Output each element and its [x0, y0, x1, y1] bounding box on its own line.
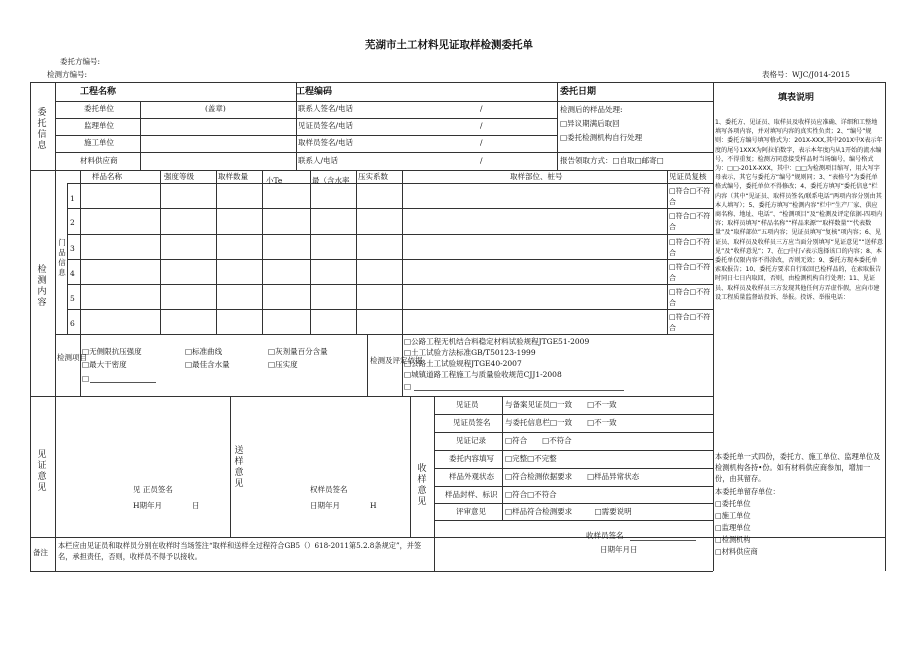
- witness-sign-label: 见证员签名/电话: [298, 121, 354, 130]
- supplier-label: 材料供应商: [80, 156, 118, 165]
- remark-label: 备注: [33, 548, 48, 557]
- client-unit-label: 委托单位: [84, 104, 114, 113]
- row-no: 3: [70, 244, 75, 253]
- review-check[interactable]: □符合□不符合: [669, 288, 711, 307]
- basis-item[interactable]: □: [404, 382, 412, 391]
- recv-witness-check[interactable]: 与备案见证员□一致 □不一致: [505, 400, 617, 409]
- copy-supervisor[interactable]: □监理单位: [715, 523, 751, 532]
- slash: /: [480, 104, 483, 113]
- slash: /: [480, 121, 483, 130]
- page-title: 芜湖市土工材料见证取样检测委托单: [365, 39, 533, 51]
- opt-retrieve[interactable]: □异议期满后取回: [560, 119, 620, 128]
- recv-seal-label: 样品封样、标识: [445, 490, 498, 499]
- test-standard-curve[interactable]: □标准曲线: [185, 347, 223, 356]
- slash: /: [480, 138, 483, 147]
- test-other[interactable]: □: [82, 374, 90, 383]
- row-no: 6: [70, 319, 75, 328]
- copies-holder-label: 本委托单留存单位：: [715, 487, 780, 496]
- stamp-note: (盖章): [205, 104, 226, 113]
- col-strength-grade: 强度等级: [164, 172, 194, 181]
- col-sample-qty: 取样数量: [218, 172, 248, 181]
- instructions-title: 填表说明: [778, 93, 815, 103]
- basis-item[interactable]: □公路工程无机结合料稳定材料试验规程JTGE51-2009: [404, 337, 590, 346]
- recv-witness-sign-label: 见证员签名: [453, 418, 491, 427]
- recv-witness-label: 见证员: [456, 400, 479, 409]
- col-sample-name: 样品名称: [92, 172, 122, 181]
- witness-section-label: 见证意见: [37, 450, 47, 493]
- recv-seal-check[interactable]: □符合□不符合: [505, 490, 557, 499]
- test-ash-content[interactable]: □灰剂量百分含量: [268, 347, 328, 356]
- project-name-label: 工程名称: [80, 87, 117, 97]
- recv-review-label: 评审意见: [456, 507, 486, 516]
- supplier-contact-label: 联系人/电话: [298, 156, 339, 165]
- col-moisture: 最（含水率: [312, 176, 350, 185]
- recv-witness-sign-check[interactable]: 与委托信息栏□一致 □不一致: [505, 418, 617, 427]
- basis-item[interactable]: □城镇道路工程施工与质量验收规范CJJ1-2008: [404, 370, 562, 379]
- report-method[interactable]: 报告领取方式：□自取□邮寄□: [560, 156, 664, 165]
- remark-text: 本栏应由见证员和取样员分别在收样时当场签注“取样和送样全过程符合GB5（）618-2011第5.2.8条规定”，并签名，承担责任，否则，收样员不得予以接收。: [58, 541, 422, 562]
- recv-appearance-label: 样品外观状态: [449, 472, 494, 481]
- review-check[interactable]: □符合□不符合: [669, 313, 711, 332]
- sender-sign-label: 权样员签名: [310, 485, 348, 494]
- recv-content-label: 委托内容填写: [449, 454, 494, 463]
- recv-review-check[interactable]: □样品符合检测要求 □需要说明: [505, 507, 632, 516]
- form-no-label: 表格号：WJC/J014-2015: [762, 70, 850, 79]
- receiver-sign-label: 收样员签名: [586, 531, 624, 540]
- review-check[interactable]: □符合□不符合: [669, 187, 711, 206]
- project-code-label: 工程编码: [296, 87, 333, 97]
- receive-section-label: 收样意见: [417, 464, 427, 507]
- construction-unit-label: 施工单位: [84, 138, 114, 147]
- slash: /: [480, 156, 483, 165]
- row-no: 2: [70, 218, 75, 227]
- receiver-date-label: 日期年月日: [600, 545, 638, 554]
- sender-date-label: 日期年月 H: [310, 501, 377, 510]
- col-compaction: 压实系数: [358, 172, 388, 181]
- supervisor-unit-label: 监理单位: [84, 121, 114, 130]
- test-optimum-moisture[interactable]: □最佳含水量: [185, 360, 230, 369]
- recv-appearance-check[interactable]: □符合检测依据要求 □样品异常状态: [505, 472, 640, 481]
- review-check[interactable]: □符合□不符合: [669, 212, 711, 231]
- sampler-sign-label: 取样员签名/电话: [298, 138, 354, 147]
- review-check[interactable]: □符合□不符合: [669, 263, 711, 282]
- copy-supplier[interactable]: □材料供应商: [715, 547, 758, 556]
- instructions-text: 1、委托方、见证员、取样员及收样员应准确、详细和工整地填写各项内容，并对填写内容的真实性负责；2、“编号”规则：委托方编号填写格式为：201X-XXX,其中201X中X表示年度的尾号1XXX为阿拉伯数字，表示本年度内从1开始的流水编号，不得重复；检测方同意接受样品时当场编号，编号格式为：□□-201X-XXX，其中：□□为检测项目缩写，用大写字母表示，其它与委托方“编号”规则同；3、“表格号”为委托单格式编号，委托单位不得修改；4、委托方填写“委托信息”栏内容（其中“见证员、取样员签名/联系电话”两项内容分别由其本人填写）；5、委托方填写“检测内容”栏中“生产厂家、供应商名称、地址、电话”、“检测项目”及“检测及评定依据-四项内容；取样员填写“样品名称”“样品来源”“取样数量”“代表数量”及“取样部位”五项内容；见证员填写“复核”项内容；6、见证员、取样员及收样员三方应当面分别填写“见证意见”“送样意见”及“收样意见”；7、在□中打√表示选择该口的内容；8、本委托单仅限内容不得涂改，否则无效；9、委托方现本委托单索取报告；10、委托方要求自行取回已检样品的，在索取报告时同日七日内取回，否则，由检测机构自行处理；11、见证员、取样员及收样员三方发现其他任何方弄虚作假，应向市建设工程质量监督站投诉、举报。投诉、举报电话：: [715, 119, 883, 301]
- copies-text: 本委托单一式四份，委托方、施工单位、监理单位及检测机构各持•份。如有材料供应商参加，增加一份，由其留存。: [715, 452, 881, 484]
- send-section-label: 送样意见: [234, 446, 244, 489]
- copy-lab[interactable]: □检测机构: [715, 535, 751, 544]
- test-items-label: 检测项目: [57, 353, 87, 362]
- recv-record-label: 见证记录: [456, 436, 486, 445]
- opt-self-handle[interactable]: □委托检测机构自行处理: [560, 133, 643, 142]
- recv-content-check[interactable]: □完整□不完整: [505, 454, 557, 463]
- row-no: 1: [70, 194, 75, 203]
- basis-item[interactable]: □公路土工试验规程JTGE40-2007: [404, 359, 522, 368]
- basis-label: 检测及评定依据: [370, 356, 423, 365]
- commission-date-label: 委托日期: [560, 87, 597, 97]
- after-test-label: 检测后的样品处理:: [560, 105, 623, 114]
- col-witness-review: 见证员复核: [669, 172, 707, 181]
- source-info-label: 门品信息: [58, 238, 66, 277]
- row-no: 4: [70, 269, 75, 278]
- test-max-dry-density[interactable]: □最大干密度: [82, 360, 127, 369]
- witness-sign-label: 见 正员签名: [133, 485, 173, 494]
- test-compaction[interactable]: □压实度: [268, 360, 298, 369]
- copy-client[interactable]: □委托单位: [715, 499, 751, 508]
- commission-section-label: 委托信息: [37, 108, 47, 151]
- lab-no-label: 检测方编号:: [47, 70, 88, 79]
- recv-record-check[interactable]: □符合 □不符合: [505, 436, 572, 445]
- copy-construction[interactable]: □施工单位: [715, 511, 751, 520]
- contact-sign-label: 联系人签名/电话: [298, 104, 354, 113]
- basis-item[interactable]: □土工试验方法标准GB/T50123-1999: [404, 348, 536, 357]
- client-no-label: 委托方编号:: [60, 57, 101, 66]
- review-check[interactable]: □符合□不符合: [669, 238, 711, 257]
- content-section-label: 检测内容: [37, 265, 47, 308]
- col-c1: 小Te: [266, 176, 283, 185]
- row-no: 5: [70, 294, 75, 303]
- witness-date-label: H期年月 日: [133, 501, 200, 510]
- test-ucs[interactable]: □无侧限抗压强度: [82, 347, 142, 356]
- col-sample-position: 取样部位、桩号: [510, 172, 563, 181]
